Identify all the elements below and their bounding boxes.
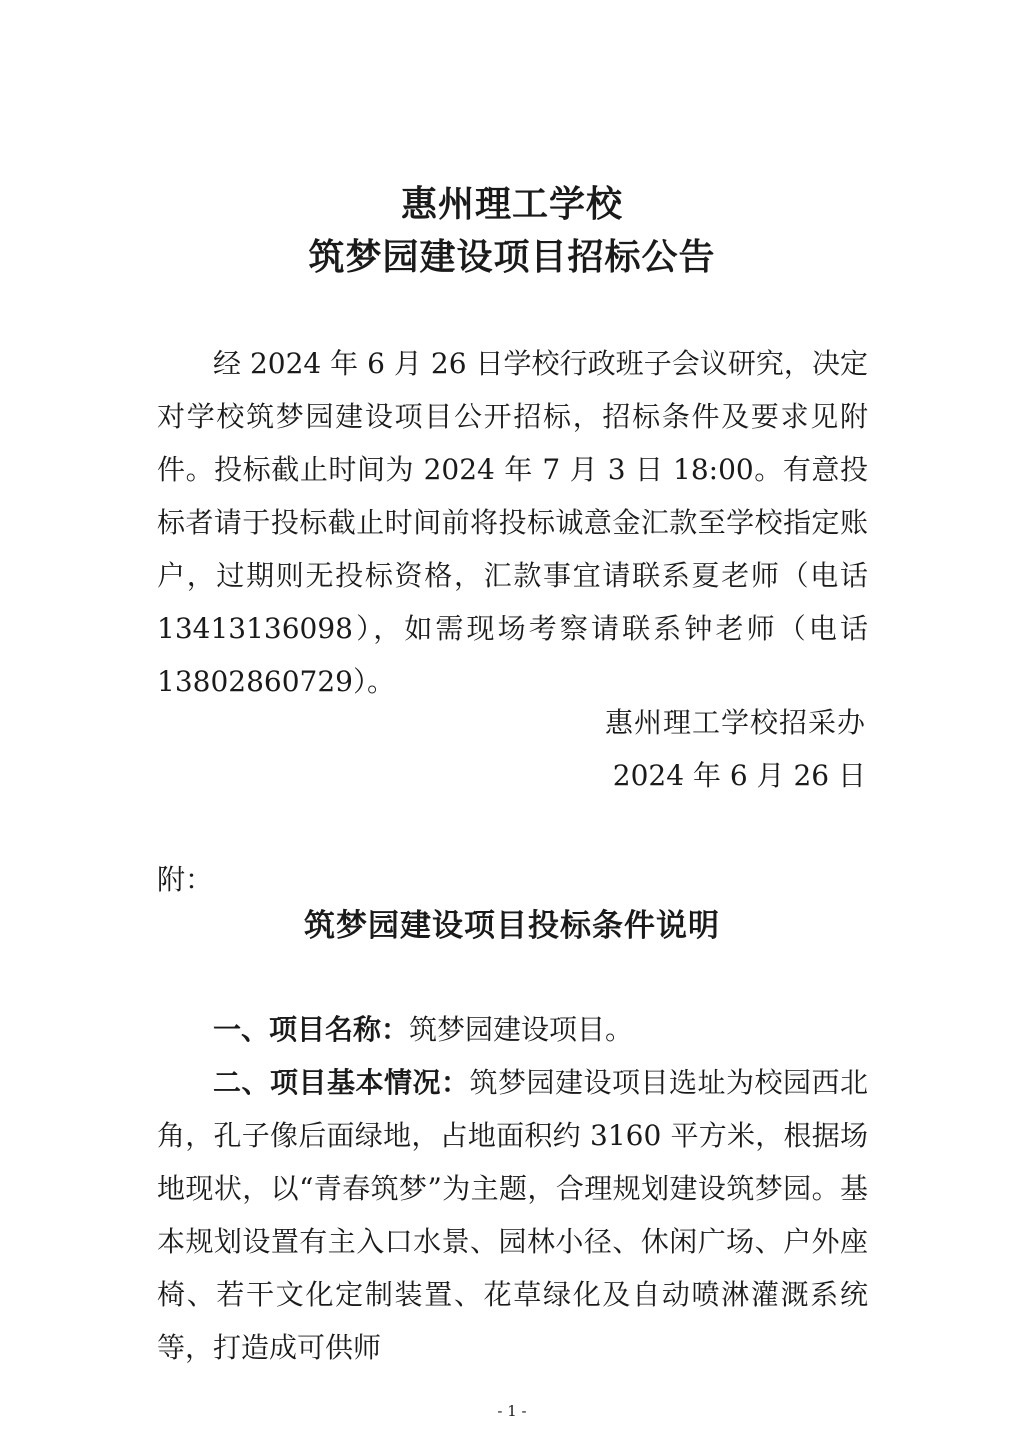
section-text: 筑梦园建设项目选址为校园西北角，孔子像后面绿地，占地面积约 3160 平方米，根据场地现状，以“青春筑梦”为主题，合理规划建设筑梦园。基本规划设置有主入口水景、园林小径、休闲广场、户外座椅、若干文化定制装置、花草绿化及自动喷淋灌溉系统等，打造成可供师 [157,1066,868,1364]
page-number: - 1 - [497,1402,527,1420]
attachment-title: 筑梦园建设项目投标条件说明 [304,908,720,944]
notice-title-line1: 惠州理工学校 [400,183,623,225]
signature-date: 2024 年 6 月 26 日 [612,759,866,792]
signature-org: 惠州理工学校招采办 [604,706,866,739]
section-text: 筑梦园建设项目。 [409,1013,634,1046]
notice-body: 经 2024 年 6 月 26 日学校行政班子会议研究，决定对学校筑梦园建设项目公开招标，招标条件及要求见附件。投标截止时间为 2024 年 7 月 3 日 18:00。有意投标者请于投标截止时间前将投标诚意金汇款至学校指定账户，过期则无投标资格，汇款事宜请联系夏老师（电话 13413136098），如需现场考察请联系钟老师（电话 13802860729）。 [157,347,868,698]
section-label: 一、项目名称： [213,1013,410,1046]
section-project-overview [157,1056,868,1374]
section-project-name [157,1003,868,1056]
section-label: 二、项目基本情况： [213,1066,470,1099]
attachment-label: 附： [157,863,214,896]
notice-title-line2: 筑梦园建设项目招标公告 [308,236,716,278]
